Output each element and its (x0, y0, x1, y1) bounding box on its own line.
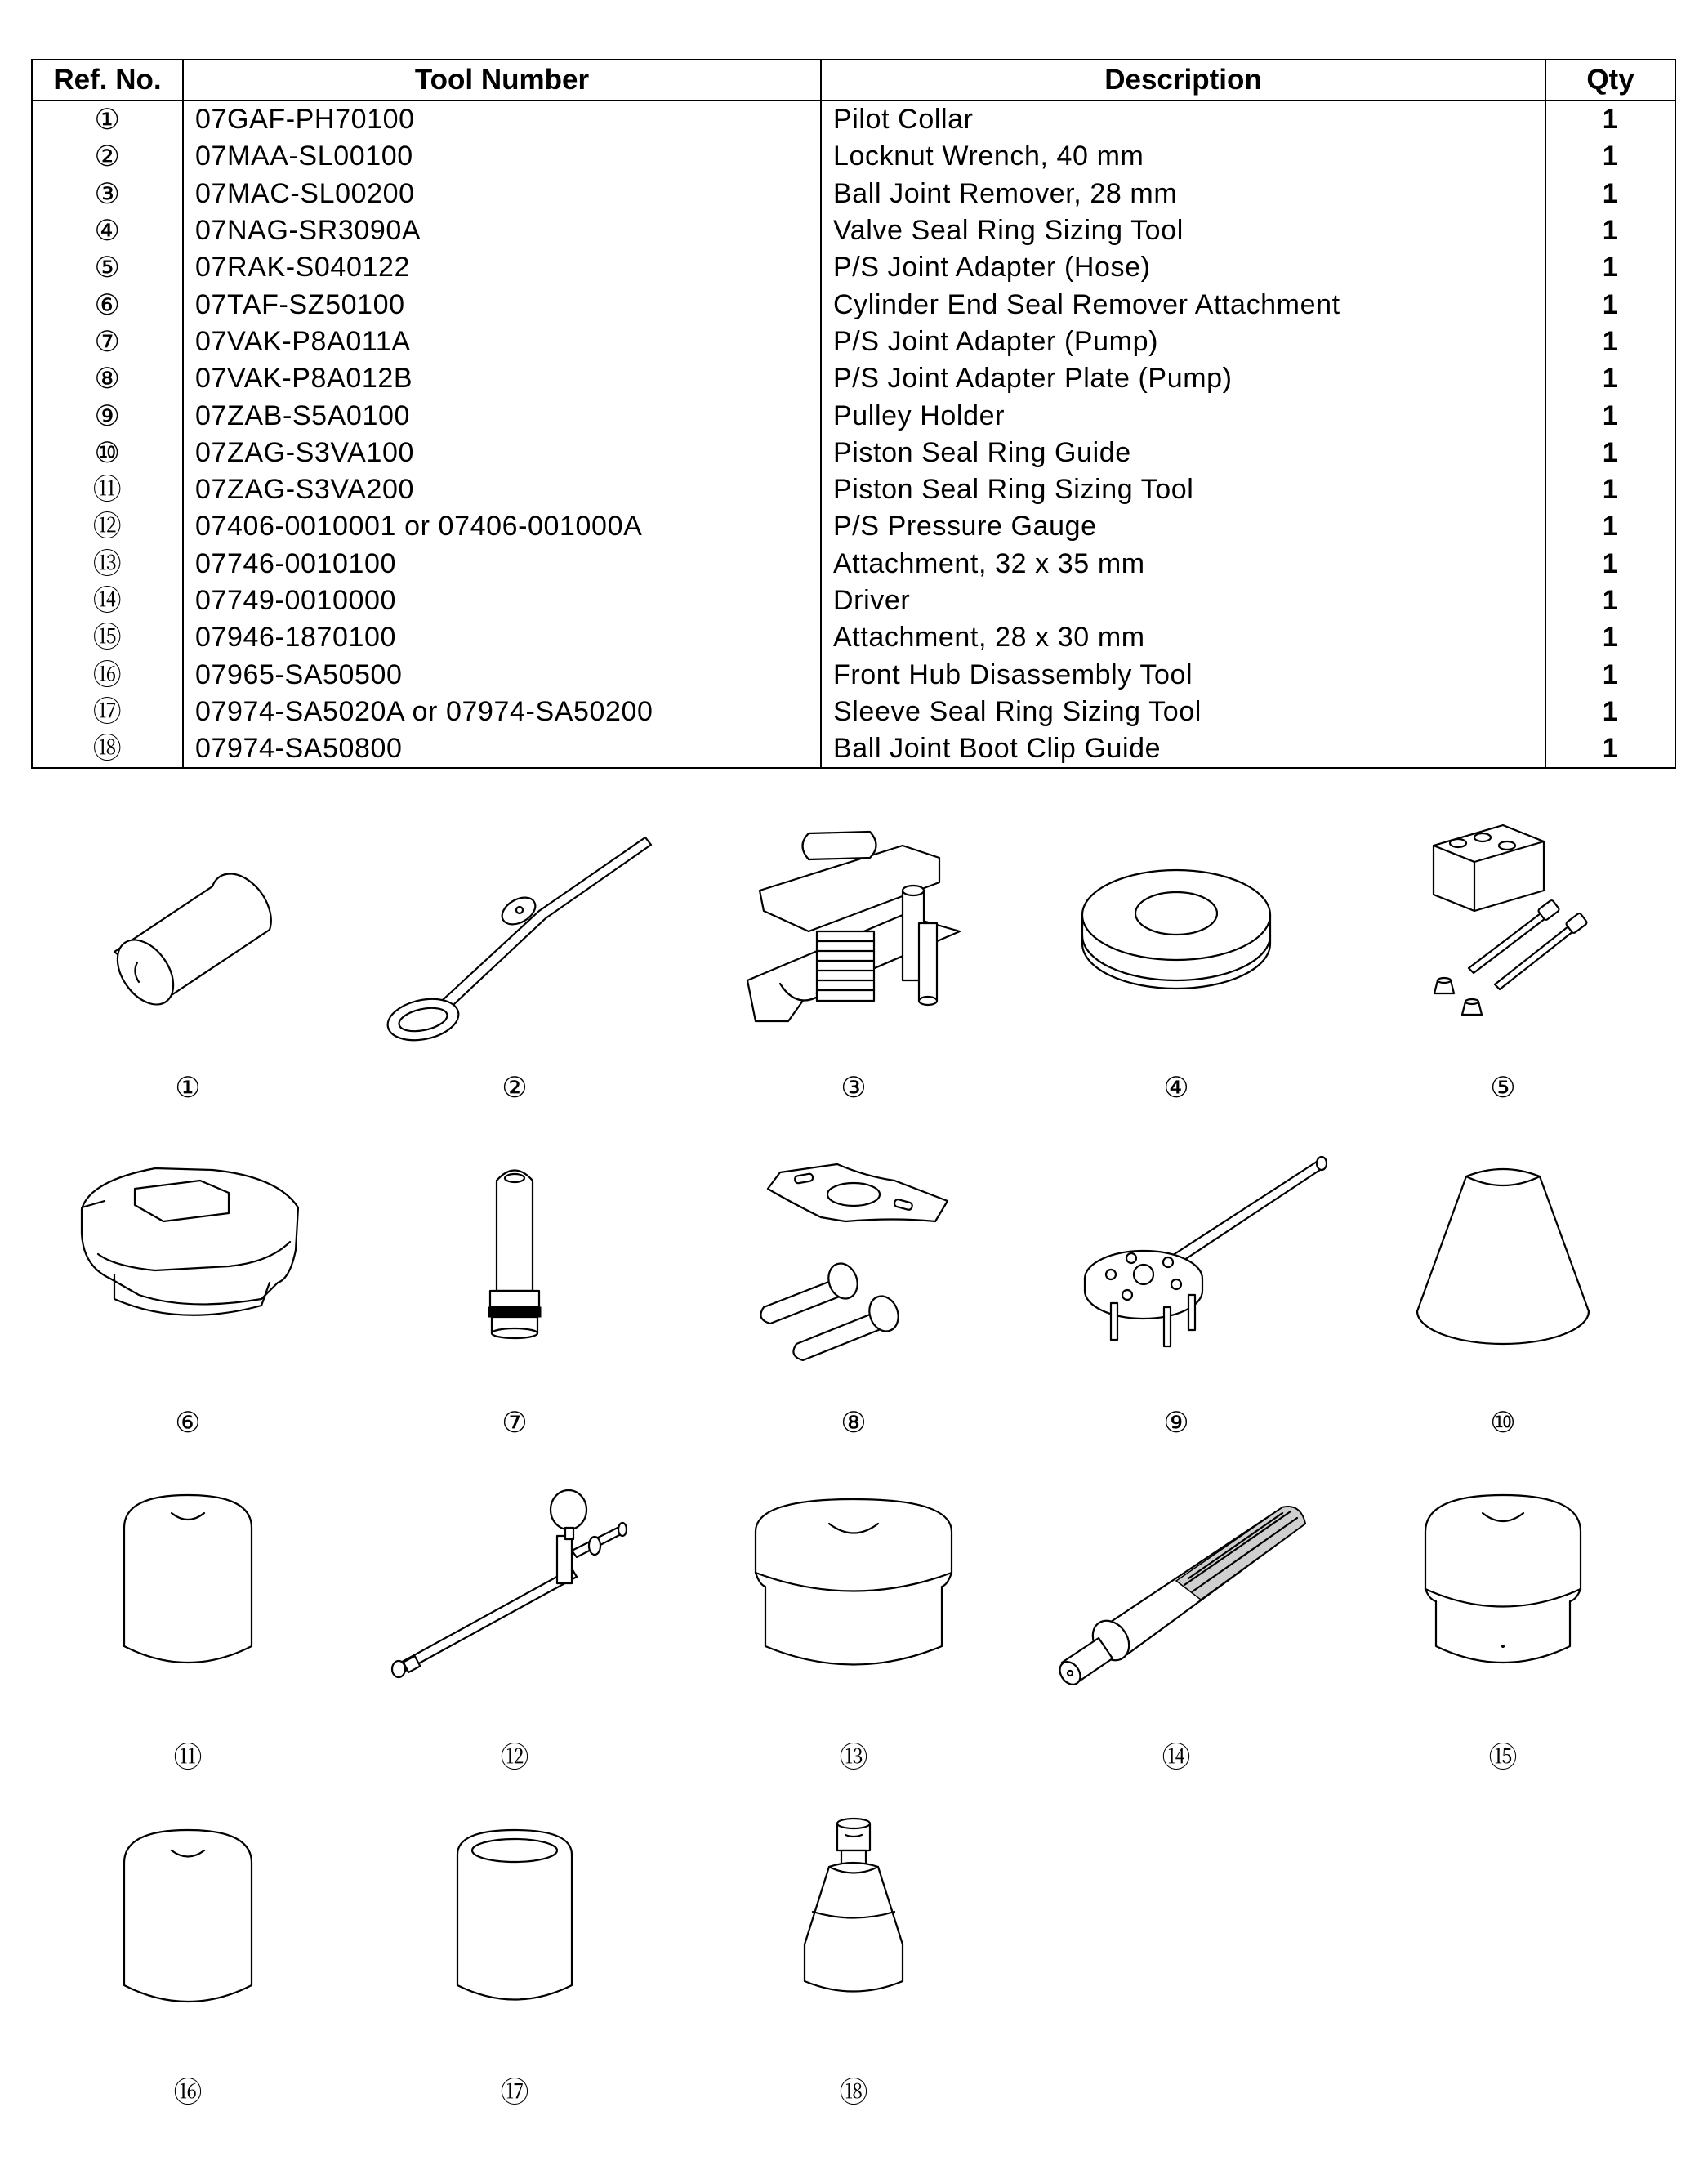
tool-description: Ball Joint Remover, 28 mm (821, 176, 1545, 212)
tool-description: Cylinder End Seal Remover Attachment (821, 286, 1545, 323)
figure-label: ⑥ (175, 1407, 201, 1439)
figure-11 (65, 1479, 310, 1806)
tool-number: 07ZAB-S5A0100 (183, 397, 821, 434)
table-row (32, 138, 1675, 175)
table-row (32, 435, 1675, 471)
figure-8 (731, 1144, 976, 1471)
figure-label: ⑧ (841, 1407, 867, 1439)
tool-qty: 1 (1545, 176, 1675, 212)
figure-label: ⑭ (1162, 1742, 1191, 1774)
tool-number: 07946-1870100 (183, 619, 821, 656)
tool-qty: 1 (1545, 694, 1675, 730)
special-tools-table (31, 59, 1676, 769)
figure-14 (1054, 1479, 1299, 1806)
attachment-32x35-icon (731, 1479, 976, 1740)
tool-description: Pulley Holder (821, 397, 1545, 434)
ref-number: ⑭ (32, 583, 183, 619)
tool-qty: 1 (1545, 435, 1675, 471)
tool-qty: 1 (1545, 100, 1675, 138)
figure-label: ③ (841, 1072, 867, 1104)
tool-illustrations (0, 809, 1708, 2149)
table-row (32, 583, 1675, 619)
ref-number: ⑬ (32, 546, 183, 583)
ref-number: ⑮ (32, 619, 183, 656)
tool-qty: 1 (1545, 546, 1675, 583)
tool-description: Ball Joint Boot Clip Guide (821, 730, 1545, 768)
valve-seal-ring-sizing-tool-icon (1054, 809, 1299, 1070)
adapter-plate-icon (731, 1144, 976, 1405)
table-row (32, 212, 1675, 249)
tool-qty: 1 (1545, 471, 1675, 508)
figure-label: ⑬ (839, 1742, 868, 1774)
figure-17 (392, 1814, 637, 2140)
tool-qty: 1 (1545, 286, 1675, 323)
figure-16 (65, 1814, 310, 2140)
pulley-holder-icon (1054, 1144, 1299, 1405)
tool-qty: 1 (1545, 397, 1675, 434)
tool-description: Locknut Wrench, 40 mm (821, 138, 1545, 175)
table-row (32, 324, 1675, 360)
tool-description: Piston Seal Ring Sizing Tool (821, 471, 1545, 508)
header-ref-no: Ref. No. (32, 60, 183, 100)
header-description: Description (821, 60, 1545, 100)
figure-15 (1380, 1479, 1625, 1806)
tool-description: Driver (821, 583, 1545, 619)
tool-description: Valve Seal Ring Sizing Tool (821, 212, 1545, 249)
joint-adapter-pump-icon (392, 1144, 637, 1405)
figure-9 (1054, 1144, 1299, 1471)
tool-description: Attachment, 28 x 30 mm (821, 619, 1545, 656)
ref-number: ③ (32, 176, 183, 212)
figure-4 (1054, 809, 1299, 1136)
ref-number: ⑨ (32, 397, 183, 434)
table-header-row (32, 60, 1675, 100)
table-row (32, 508, 1675, 545)
sleeve-seal-ring-sizing-tool-icon (392, 1814, 637, 2075)
tool-number: 07MAC-SL00200 (183, 176, 821, 212)
tool-qty: 1 (1545, 249, 1675, 286)
tool-qty: 1 (1545, 138, 1675, 175)
seal-remover-attachment-icon (65, 1144, 310, 1405)
tool-qty: 1 (1545, 324, 1675, 360)
tool-description: Front Hub Disassembly Tool (821, 656, 1545, 693)
front-hub-disassembly-tool-icon (65, 1814, 310, 2075)
figure-label: ⑨ (1163, 1407, 1189, 1439)
figure-5 (1380, 809, 1625, 1136)
figure-label: ⑦ (502, 1407, 528, 1439)
tool-number: 07VAK-P8A011A (183, 324, 821, 360)
figure-label: ⑯ (173, 2077, 203, 2109)
figure-3 (731, 809, 976, 1136)
tool-number: 07965-SA50500 (183, 656, 821, 693)
tool-description: Pilot Collar (821, 100, 1545, 138)
tool-number: 07TAF-SZ50100 (183, 286, 821, 323)
figure-12 (392, 1479, 637, 1806)
ref-number: ⑱ (32, 730, 183, 768)
figure-18 (731, 1814, 976, 2140)
tool-qty: 1 (1545, 730, 1675, 768)
tool-number: 07ZAG-S3VA200 (183, 471, 821, 508)
table-row (32, 546, 1675, 583)
tool-number: 07974-SA50800 (183, 730, 821, 768)
table-row (32, 397, 1675, 434)
ref-number: ④ (32, 212, 183, 249)
header-tool-number: Tool Number (183, 60, 821, 100)
tool-number: 07749-0010000 (183, 583, 821, 619)
tool-description: Piston Seal Ring Guide (821, 435, 1545, 471)
pressure-gauge-icon (376, 1479, 653, 1740)
ref-number: ② (32, 138, 183, 175)
table-row (32, 471, 1675, 508)
pilot-collar-icon (65, 809, 310, 1070)
tool-number: 07974-SA5020A or 07974-SA50200 (183, 694, 821, 730)
figure-label: ⑰ (500, 2077, 529, 2109)
boot-clip-guide-icon (731, 1814, 976, 2075)
tool-qty: 1 (1545, 583, 1675, 619)
figure-label: ② (502, 1072, 528, 1104)
table-row (32, 694, 1675, 730)
tool-number: 07NAG-SR3090A (183, 212, 821, 249)
tool-qty: 1 (1545, 508, 1675, 545)
tool-qty: 1 (1545, 656, 1675, 693)
figure-label: ⑤ (1490, 1072, 1516, 1104)
figure-2 (392, 809, 637, 1136)
table-row (32, 730, 1675, 768)
ref-number: ⑫ (32, 508, 183, 545)
ball-joint-remover-icon (731, 809, 976, 1070)
table-row (32, 360, 1675, 397)
ref-number: ⑯ (32, 656, 183, 693)
table-row (32, 176, 1675, 212)
table-row (32, 656, 1675, 693)
ref-number: ⑤ (32, 249, 183, 286)
ref-number: ⑥ (32, 286, 183, 323)
tool-description: Attachment, 32 x 35 mm (821, 546, 1545, 583)
ref-number: ① (32, 100, 183, 138)
table-row (32, 249, 1675, 286)
tool-qty: 1 (1545, 360, 1675, 397)
tool-number: 07VAK-P8A012B (183, 360, 821, 397)
ref-number: ⑰ (32, 694, 183, 730)
ref-number: ⑦ (32, 324, 183, 360)
ref-number: ⑧ (32, 360, 183, 397)
figure-label: ⑱ (839, 2077, 868, 2109)
tool-number: 07GAF-PH70100 (183, 100, 821, 138)
tool-number: 07746-0010100 (183, 546, 821, 583)
table-row (32, 100, 1675, 138)
piston-seal-ring-sizing-tool-icon (65, 1479, 310, 1740)
tool-description: P/S Joint Adapter (Pump) (821, 324, 1545, 360)
figure-label: ⑪ (173, 1742, 203, 1774)
figure-6 (65, 1144, 310, 1471)
tool-qty: 1 (1545, 619, 1675, 656)
tool-number: 07ZAG-S3VA100 (183, 435, 821, 471)
figure-13 (731, 1479, 976, 1806)
ref-number: ⑪ (32, 471, 183, 508)
tool-number: 07RAK-S040122 (183, 249, 821, 286)
tool-qty: 1 (1545, 212, 1675, 249)
figure-1 (65, 809, 310, 1136)
header-qty: Qty (1545, 60, 1675, 100)
tool-description: P/S Joint Adapter Plate (Pump) (821, 360, 1545, 397)
locknut-wrench-icon (376, 809, 653, 1070)
piston-seal-ring-guide-icon (1380, 1144, 1625, 1405)
tool-description: P/S Joint Adapter (Hose) (821, 249, 1545, 286)
figure-7 (392, 1144, 637, 1471)
figure-10 (1380, 1144, 1625, 1471)
figure-label: ⑮ (1488, 1742, 1518, 1774)
figure-label: ⑩ (1490, 1407, 1516, 1439)
figure-label: ① (175, 1072, 201, 1104)
tool-number: 07MAA-SL00100 (183, 138, 821, 175)
driver-icon (1037, 1479, 1315, 1740)
table-row (32, 619, 1675, 656)
attachment-28x30-icon (1380, 1479, 1625, 1740)
figure-label: ④ (1163, 1072, 1189, 1104)
joint-adapter-hose-icon (1380, 809, 1625, 1070)
tool-description: P/S Pressure Gauge (821, 508, 1545, 545)
figure-label: ⑫ (500, 1742, 529, 1774)
ref-number: ⑩ (32, 435, 183, 471)
table-row (32, 286, 1675, 323)
tool-number: 07406-0010001 or 07406-001000A (183, 508, 821, 545)
tool-description: Sleeve Seal Ring Sizing Tool (821, 694, 1545, 730)
